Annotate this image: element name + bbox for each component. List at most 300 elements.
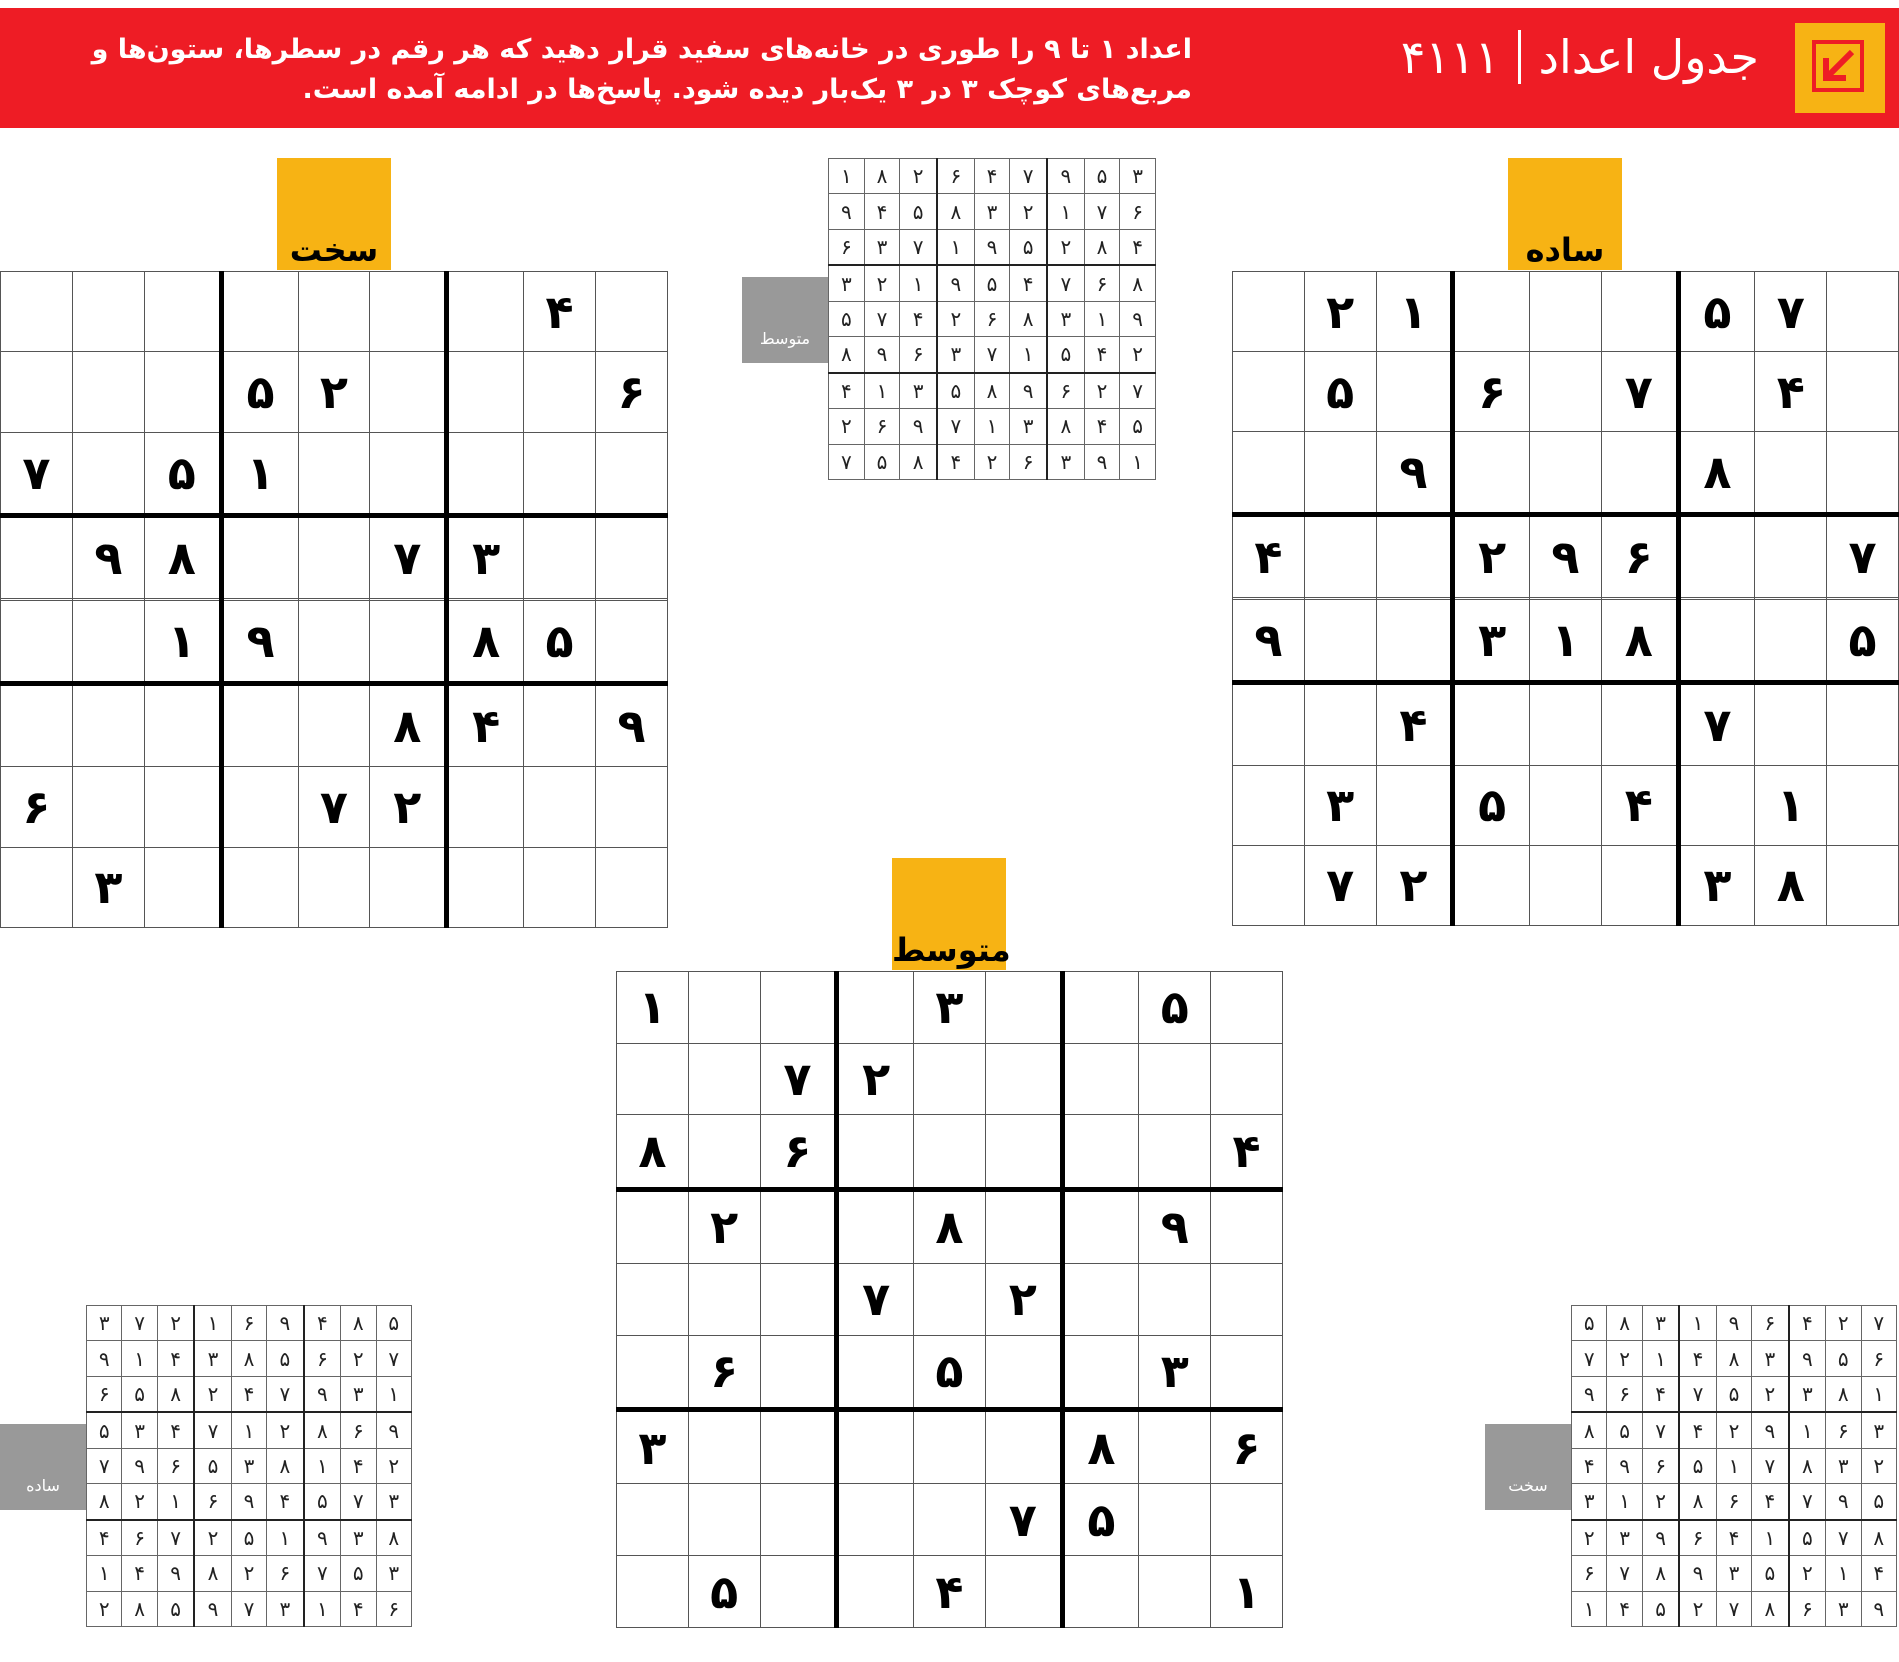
answer-cell: ۹ xyxy=(1607,1448,1642,1483)
sudoku-cell[interactable] xyxy=(837,972,914,1044)
title-group xyxy=(1401,30,1759,84)
answer-cell: ۷ xyxy=(1752,1448,1789,1483)
grid-row xyxy=(617,1043,1283,1115)
sudoku-cell[interactable] xyxy=(1453,272,1530,352)
answer-cell: ۲ xyxy=(1789,1556,1826,1591)
sudoku-cell[interactable] xyxy=(688,1264,760,1336)
sudoku-cell[interactable] xyxy=(1453,682,1530,765)
sudoku-cell[interactable] xyxy=(1,272,73,352)
grid-row xyxy=(1233,272,1899,352)
sudoku-cell[interactable] xyxy=(760,1335,837,1409)
sudoku-cell[interactable] xyxy=(1530,352,1602,432)
sudoku-cell[interactable] xyxy=(298,272,370,352)
answer-cell: ۸ xyxy=(1826,1376,1861,1412)
answer-cell: ۷ xyxy=(157,1520,194,1556)
grid-row xyxy=(87,1484,412,1520)
sudoku-cell: ۸ xyxy=(144,515,221,598)
sudoku-cell[interactable] xyxy=(688,972,760,1044)
answer-cell: ۲ xyxy=(1572,1520,1607,1556)
sudoku-cell[interactable] xyxy=(1,352,73,432)
sudoku-cell[interactable] xyxy=(144,767,221,847)
sudoku-cell[interactable] xyxy=(72,683,144,766)
answer-cell: ۵ xyxy=(1120,409,1156,444)
sudoku-cell[interactable] xyxy=(144,272,221,352)
sudoku-cell[interactable] xyxy=(1304,599,1376,682)
answer-cell: ۲ xyxy=(900,159,937,194)
sudoku-cell[interactable] xyxy=(760,1410,837,1484)
answer-cell: ۶ xyxy=(376,1591,412,1626)
sudoku-cell[interactable] xyxy=(1062,1335,1139,1409)
sudoku-cell: ۹ xyxy=(1233,599,1305,682)
answer-cell: ۵ xyxy=(267,1341,304,1376)
sudoku-cell[interactable] xyxy=(1139,1115,1211,1189)
sudoku-cell: ۴ xyxy=(1601,765,1678,845)
answer-cell: ۹ xyxy=(900,409,937,444)
sudoku-cell: ۷ xyxy=(1827,515,1899,598)
answer-cell: ۶ xyxy=(87,1376,122,1412)
sudoku-cell[interactable] xyxy=(298,432,370,515)
sudoku-cell: ۷ xyxy=(1304,845,1376,925)
answer-cell: ۴ xyxy=(267,1484,304,1520)
sudoku-cell[interactable] xyxy=(1211,1335,1283,1409)
sudoku-cell: ۲ xyxy=(298,352,370,432)
sudoku-cell[interactable] xyxy=(760,972,837,1044)
sudoku-cell: ۵ xyxy=(1062,1484,1139,1556)
sudoku-cell[interactable] xyxy=(617,1556,689,1628)
sudoku-cell[interactable] xyxy=(1530,682,1602,765)
sudoku-cell[interactable] xyxy=(837,1115,914,1189)
grid-row xyxy=(829,373,1156,409)
sudoku-cell: ۵ xyxy=(221,352,298,432)
grid-row xyxy=(1572,1376,1897,1412)
answer-cell: ۴ xyxy=(157,1412,194,1448)
sudoku-cell[interactable] xyxy=(1233,432,1305,515)
answer-cell: ۴ xyxy=(1084,337,1120,373)
answer-cell: ۹ xyxy=(231,1484,266,1520)
sudoku-cell: ۸ xyxy=(447,600,524,683)
answer-cell: ۷ xyxy=(1789,1484,1826,1520)
answer-cell: ۱ xyxy=(974,409,1010,444)
sudoku-cell[interactable] xyxy=(914,1043,986,1115)
sudoku-cell[interactable] xyxy=(985,1189,1062,1263)
grid-row xyxy=(1233,515,1899,598)
sudoku-cell[interactable] xyxy=(1376,515,1453,598)
answer-cell: ۸ xyxy=(900,444,937,479)
sudoku-cell: ۱ xyxy=(1211,1556,1283,1628)
answer-cell: ۹ xyxy=(87,1341,122,1376)
sudoku-cell[interactable] xyxy=(1211,1043,1283,1115)
issue-number: ۴۱۱۱ xyxy=(1400,30,1500,84)
answer-cell: ۲ xyxy=(1084,373,1120,409)
sudoku-cell[interactable] xyxy=(1601,845,1678,925)
grid-row xyxy=(617,1264,1283,1336)
answer-cell: ۵ xyxy=(87,1412,122,1448)
sudoku-cell[interactable] xyxy=(1304,432,1376,515)
sudoku-cell[interactable] xyxy=(1139,1556,1211,1628)
sudoku-cell[interactable] xyxy=(1755,515,1827,598)
grid-row xyxy=(1,600,668,683)
answer-cell: ۵ xyxy=(974,265,1010,301)
sudoku-grid-medium xyxy=(616,971,1283,1628)
sudoku-cell[interactable] xyxy=(1827,845,1899,925)
sudoku-cell[interactable] xyxy=(370,352,447,432)
grid-row xyxy=(1233,682,1899,765)
sudoku-cell[interactable] xyxy=(221,272,298,352)
answer-cell: ۷ xyxy=(1716,1591,1751,1626)
sudoku-cell[interactable] xyxy=(221,683,298,766)
answer-cell: ۵ xyxy=(1789,1520,1826,1556)
answer-cell: ۴ xyxy=(304,1306,341,1341)
sudoku-cell[interactable] xyxy=(72,272,144,352)
sudoku-cell: ۶ xyxy=(760,1115,837,1189)
answer-cell: ۲ xyxy=(829,409,865,444)
grid-row xyxy=(1233,432,1899,515)
sudoku-cell[interactable] xyxy=(144,352,221,432)
sudoku-cell: ۸ xyxy=(1755,845,1827,925)
grid-row xyxy=(617,1335,1283,1409)
answer-cell: ۱ xyxy=(194,1306,231,1341)
sudoku-cell[interactable] xyxy=(1233,682,1305,765)
sudoku-cell[interactable] xyxy=(837,1410,914,1484)
answer-cell: ۸ xyxy=(267,1448,304,1483)
sudoku-cell[interactable] xyxy=(837,1556,914,1628)
sudoku-cell: ۵ xyxy=(524,600,596,683)
sudoku-cell[interactable] xyxy=(985,972,1062,1044)
sudoku-cell[interactable] xyxy=(914,1264,986,1336)
grid-row xyxy=(87,1341,412,1376)
answer-cell: ۲ xyxy=(1679,1591,1716,1626)
sudoku-cell[interactable] xyxy=(1530,845,1602,925)
sudoku-cell[interactable] xyxy=(524,767,596,847)
answer-cell: ۳ xyxy=(1607,1520,1642,1556)
answer-cell: ۷ xyxy=(122,1306,157,1341)
sudoku-cell[interactable] xyxy=(914,1115,986,1189)
sudoku-cell: ۲ xyxy=(1304,272,1376,352)
answer-cell: ۳ xyxy=(1120,159,1156,194)
answer-cell: ۷ xyxy=(937,409,974,444)
sudoku-cell[interactable] xyxy=(985,1115,1062,1189)
sudoku-cell[interactable] xyxy=(837,1484,914,1556)
answer-cell: ۴ xyxy=(1120,229,1156,265)
sudoku-cell[interactable] xyxy=(524,352,596,432)
sudoku-cell[interactable] xyxy=(1678,599,1755,682)
answer-cell: ۴ xyxy=(1607,1591,1642,1626)
sudoku-cell[interactable] xyxy=(1062,1115,1139,1189)
answer-cell: ۴ xyxy=(1084,409,1120,444)
answer-cell: ۲ xyxy=(864,265,900,301)
answer-cell: ۹ xyxy=(829,194,865,229)
sudoku-cell[interactable] xyxy=(1755,432,1827,515)
answer-cell: ۵ xyxy=(864,444,900,479)
sudoku-cell: ۷ xyxy=(1755,272,1827,352)
sudoku-cell[interactable] xyxy=(1,515,73,598)
sudoku-cell[interactable] xyxy=(1530,432,1602,515)
answer-cell: ۳ xyxy=(1047,444,1084,479)
sudoku-cell[interactable] xyxy=(524,515,596,598)
answer-cell: ۳ xyxy=(1861,1412,1897,1448)
sudoku-cell[interactable] xyxy=(617,1335,689,1409)
sudoku-cell[interactable] xyxy=(221,767,298,847)
answer-cell: ۹ xyxy=(1826,1484,1861,1520)
answer-cell: ۲ xyxy=(1752,1376,1789,1412)
sudoku-cell[interactable] xyxy=(1062,972,1139,1044)
answer-cell: ۳ xyxy=(341,1520,376,1556)
sudoku-cell[interactable] xyxy=(688,1410,760,1484)
answer-cell: ۴ xyxy=(937,444,974,479)
sudoku-cell[interactable] xyxy=(985,1335,1062,1409)
sudoku-cell[interactable] xyxy=(617,1484,689,1556)
sudoku-cell[interactable] xyxy=(1211,1484,1283,1556)
grid-row xyxy=(1,767,668,847)
sudoku-cell[interactable] xyxy=(370,272,447,352)
sudoku-cell: ۱ xyxy=(1376,272,1453,352)
answer-cell: ۹ xyxy=(304,1376,341,1412)
sudoku-cell[interactable] xyxy=(1211,1189,1283,1263)
answer-cell: ۷ xyxy=(341,1484,376,1520)
answer-cell: ۶ xyxy=(1010,444,1047,479)
sudoku-cell[interactable] xyxy=(1601,682,1678,765)
sudoku-cell[interactable] xyxy=(72,767,144,847)
sudoku-cell[interactable] xyxy=(447,767,524,847)
answer-cell: ۳ xyxy=(974,194,1010,229)
sudoku-cell[interactable] xyxy=(72,432,144,515)
answer-cell: ۶ xyxy=(194,1484,231,1520)
sudoku-cell: ۵ xyxy=(1827,599,1899,682)
answer-cell: ۵ xyxy=(1861,1484,1897,1520)
sudoku-cell[interactable] xyxy=(221,515,298,598)
sudoku-cell[interactable] xyxy=(524,847,596,927)
grid-row xyxy=(829,159,1156,194)
sudoku-cell: ۷ xyxy=(837,1264,914,1336)
sudoku-cell[interactable] xyxy=(1601,432,1678,515)
sudoku-cell[interactable] xyxy=(1211,1264,1283,1336)
sudoku-cell[interactable] xyxy=(1,683,73,766)
sudoku-cell[interactable] xyxy=(1139,1484,1211,1556)
sudoku-cell[interactable] xyxy=(447,847,524,927)
answer-cell: ۳ xyxy=(1716,1556,1751,1591)
answer-cell: ۳ xyxy=(1642,1306,1679,1341)
grid-row xyxy=(87,1306,412,1341)
answer-cell: ۳ xyxy=(1826,1448,1861,1483)
sudoku-cell: ۳ xyxy=(72,847,144,927)
sudoku-cell[interactable] xyxy=(1233,352,1305,432)
answer-cell: ۳ xyxy=(87,1306,122,1341)
sudoku-cell[interactable] xyxy=(688,1043,760,1115)
answer-cell: ۳ xyxy=(1010,409,1047,444)
sudoku-cell[interactable] xyxy=(370,432,447,515)
answer-cell: ۴ xyxy=(341,1448,376,1483)
answer-cell: ۲ xyxy=(376,1448,412,1483)
answer-cell: ۵ xyxy=(376,1306,412,1341)
answer-cell: ۱ xyxy=(231,1412,266,1448)
sudoku-cell[interactable] xyxy=(596,767,668,847)
sudoku-cell[interactable] xyxy=(1062,1556,1139,1628)
sudoku-cell[interactable] xyxy=(985,1410,1062,1484)
answer-cell: ۶ xyxy=(1789,1591,1826,1626)
grid-row xyxy=(617,1115,1283,1189)
sudoku-cell[interactable] xyxy=(688,1115,760,1189)
answer-cell: ۱ xyxy=(267,1520,304,1556)
sudoku-cell[interactable] xyxy=(1304,682,1376,765)
sudoku-cell: ۱ xyxy=(221,432,298,515)
answer-cell: ۲ xyxy=(87,1591,122,1626)
sudoku-cell[interactable] xyxy=(1827,352,1899,432)
grid-row xyxy=(1572,1520,1897,1556)
sudoku-cell[interactable] xyxy=(1,600,73,683)
answer-cell: ۱ xyxy=(1120,444,1156,479)
sudoku-cell[interactable] xyxy=(617,1043,689,1115)
answer-cell: ۱ xyxy=(1010,337,1047,373)
sudoku-cell[interactable] xyxy=(1453,845,1530,925)
sudoku-cell[interactable] xyxy=(617,1189,689,1263)
sudoku-cell[interactable] xyxy=(1062,1043,1139,1115)
sudoku-cell[interactable] xyxy=(1530,272,1602,352)
sudoku-cell[interactable] xyxy=(1755,599,1827,682)
sudoku-cell[interactable] xyxy=(1139,1264,1211,1336)
sudoku-cell[interactable] xyxy=(1211,972,1283,1044)
answer-cell: ۸ xyxy=(194,1556,231,1591)
answer-grid-easy xyxy=(86,1305,412,1627)
sudoku-cell[interactable] xyxy=(1139,1410,1211,1484)
sudoku-cell[interactable] xyxy=(596,600,668,683)
sudoku-cell[interactable] xyxy=(370,847,447,927)
sudoku-cell[interactable] xyxy=(447,272,524,352)
sudoku-cell[interactable] xyxy=(596,847,668,927)
tab-answer-medium: متوسط xyxy=(742,277,828,363)
sudoku-cell[interactable] xyxy=(760,1556,837,1628)
instructions: اعداد ۱ تا ۹ را طوری در خانه‌های سفید قرار دهید که هر رقم در سطرها، ستون‌ها و مربع‌های کوچک ۳ در ۳ یک‌بار دیده شود. پاسخ‌ها در ادامه آمده است. xyxy=(91,34,1192,105)
answer-cell: ۹ xyxy=(1716,1306,1751,1341)
sudoku-cell[interactable] xyxy=(144,683,221,766)
sudoku-cell[interactable] xyxy=(596,432,668,515)
sudoku-cell[interactable] xyxy=(760,1189,837,1263)
sudoku-cell[interactable] xyxy=(1827,765,1899,845)
label-easy: ساده xyxy=(1508,158,1622,270)
sudoku-cell: ۲ xyxy=(370,767,447,847)
sudoku-cell[interactable] xyxy=(524,432,596,515)
sudoku-cell[interactable] xyxy=(596,272,668,352)
sudoku-cell[interactable] xyxy=(72,352,144,432)
sudoku-cell[interactable] xyxy=(1827,272,1899,352)
sudoku-cell[interactable] xyxy=(760,1264,837,1336)
sudoku-cell[interactable] xyxy=(1376,352,1453,432)
sudoku-cell[interactable] xyxy=(1827,682,1899,765)
grid-row xyxy=(1572,1306,1897,1341)
answer-cell: ۹ xyxy=(864,337,900,373)
grid-row xyxy=(1233,599,1899,682)
answer-cell: ۷ xyxy=(864,301,900,336)
answer-cell: ۸ xyxy=(864,159,900,194)
answer-cell: ۸ xyxy=(87,1484,122,1520)
sudoku-cell[interactable] xyxy=(1376,765,1453,845)
answer-cell: ۸ xyxy=(974,373,1010,409)
sudoku-cell[interactable] xyxy=(1,847,73,927)
sudoku-cell[interactable] xyxy=(370,600,447,683)
sudoku-cell[interactable] xyxy=(72,600,144,683)
grid-row xyxy=(617,1189,1283,1263)
sudoku-cell[interactable] xyxy=(1601,272,1678,352)
sudoku-cell[interactable] xyxy=(524,683,596,766)
sudoku-cell[interactable] xyxy=(1376,599,1453,682)
answer-cell: ۹ xyxy=(194,1591,231,1626)
sudoku-cell[interactable] xyxy=(1678,352,1755,432)
answer-cell: ۷ xyxy=(974,337,1010,373)
answer-cell: ۸ xyxy=(1047,409,1084,444)
sudoku-cell[interactable] xyxy=(914,1410,986,1484)
sudoku-cell[interactable] xyxy=(914,1484,986,1556)
answer-cell: ۶ xyxy=(1826,1412,1861,1448)
sudoku-cell[interactable] xyxy=(1678,515,1755,598)
sudoku-cell[interactable] xyxy=(837,1335,914,1409)
answer-cell: ۶ xyxy=(231,1306,266,1341)
sudoku-cell[interactable] xyxy=(1062,1264,1139,1336)
sudoku-cell[interactable] xyxy=(985,1043,1062,1115)
sudoku-cell[interactable] xyxy=(298,683,370,766)
sudoku-cell: ۳ xyxy=(1678,845,1755,925)
sudoku-cell[interactable] xyxy=(298,847,370,927)
grid-row xyxy=(829,265,1156,301)
sudoku-cell[interactable] xyxy=(1304,515,1376,598)
answer-cell: ۸ xyxy=(1789,1448,1826,1483)
sudoku-cell[interactable] xyxy=(447,352,524,432)
sudoku-cell[interactable] xyxy=(688,1484,760,1556)
answer-cell: ۹ xyxy=(1642,1520,1679,1556)
answer-cell: ۴ xyxy=(1642,1376,1679,1412)
sudoku-cell[interactable] xyxy=(1453,432,1530,515)
sudoku-cell[interactable] xyxy=(298,515,370,598)
sudoku-cell[interactable] xyxy=(1827,432,1899,515)
sudoku-cell: ۷ xyxy=(1678,682,1755,765)
answer-cell: ۵ xyxy=(1679,1448,1716,1483)
sudoku-cell[interactable] xyxy=(1233,765,1305,845)
answer-cell: ۱ xyxy=(1826,1556,1861,1591)
sudoku-cell[interactable] xyxy=(1139,1043,1211,1115)
sudoku-cell[interactable] xyxy=(221,847,298,927)
sudoku-cell[interactable] xyxy=(298,600,370,683)
grid-row xyxy=(1572,1448,1897,1483)
sudoku-cell[interactable] xyxy=(596,515,668,598)
sudoku-cell: ۸ xyxy=(1601,599,1678,682)
answer-cell: ۶ xyxy=(1084,265,1120,301)
sudoku-cell[interactable] xyxy=(760,1484,837,1556)
grid-row xyxy=(87,1448,412,1483)
answer-cell: ۷ xyxy=(231,1591,266,1626)
sudoku-cell: ۹ xyxy=(1376,432,1453,515)
sudoku-cell[interactable] xyxy=(1678,765,1755,845)
sudoku-cell[interactable] xyxy=(1233,272,1305,352)
sudoku-cell[interactable] xyxy=(617,1264,689,1336)
sudoku-cell[interactable] xyxy=(1755,682,1827,765)
sudoku-cell[interactable] xyxy=(1062,1189,1139,1263)
answer-cell: ۲ xyxy=(194,1520,231,1556)
answer-cell: ۵ xyxy=(1047,337,1084,373)
sudoku-cell[interactable] xyxy=(1233,845,1305,925)
answer-cell: ۱ xyxy=(1716,1448,1751,1483)
sudoku-cell[interactable] xyxy=(985,1556,1062,1628)
answer-cell: ۹ xyxy=(1789,1341,1826,1376)
grid-row xyxy=(1233,845,1899,925)
answer-cell: ۹ xyxy=(937,265,974,301)
sudoku-cell[interactable] xyxy=(1530,765,1602,845)
grid-row xyxy=(87,1520,412,1556)
answer-cell: ۹ xyxy=(1120,301,1156,336)
grid-row xyxy=(829,337,1156,373)
sudoku-cell[interactable] xyxy=(144,847,221,927)
sudoku-cell: ۷ xyxy=(760,1043,837,1115)
answer-cell: ۹ xyxy=(376,1412,412,1448)
sudoku-cell[interactable] xyxy=(837,1189,914,1263)
sudoku-cell[interactable] xyxy=(447,432,524,515)
